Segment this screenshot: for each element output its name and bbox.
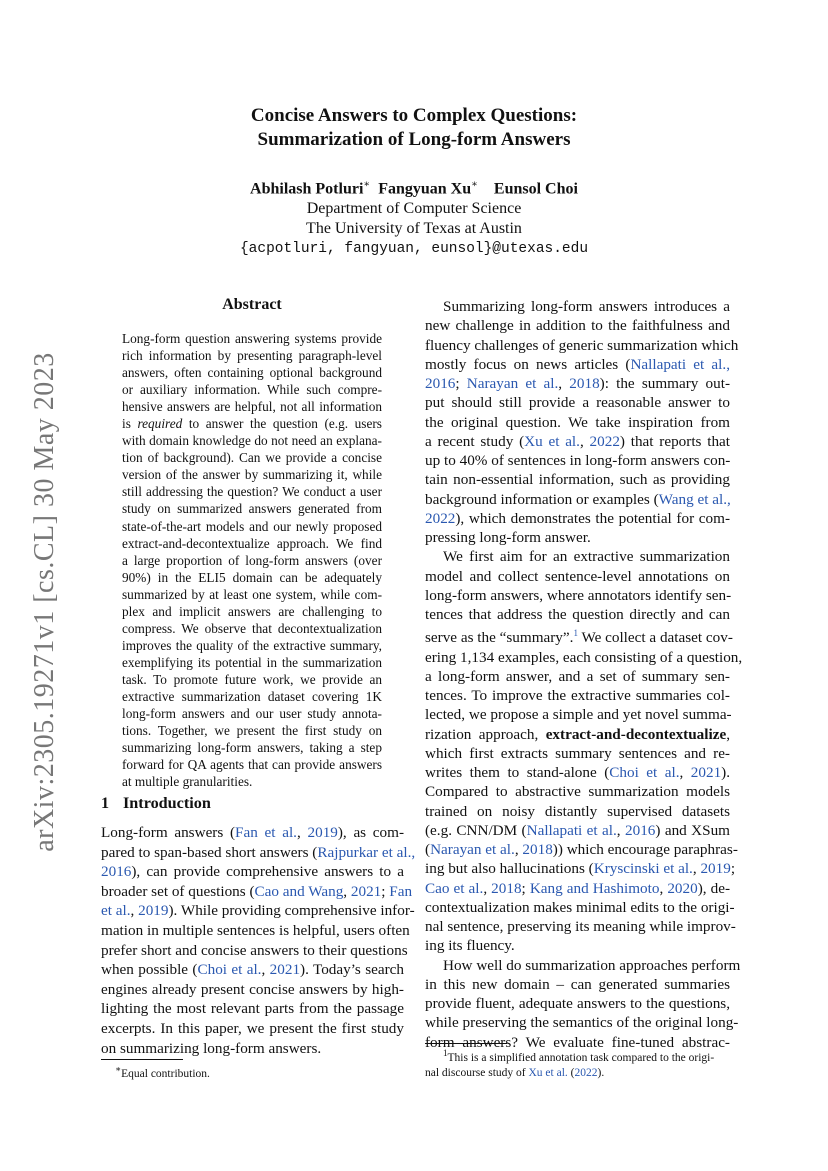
text-line: provide fluent, adequate answers to the questions, bbox=[425, 995, 730, 1013]
footnote-left bbox=[115, 1062, 210, 1082]
section-number: 1 bbox=[101, 794, 110, 812]
text-line: a long-form answer, and a set of summary sen- bbox=[425, 667, 730, 685]
abstract-line: extractive summarization dataset covering 1K bbox=[122, 688, 382, 704]
citation-link[interactable]: Wang et al., bbox=[658, 490, 731, 508]
text-line: long-form answers, where annotators identify sen- bbox=[425, 586, 732, 604]
text-line: pressing long-form answer. bbox=[425, 529, 591, 546]
text-line: lected, we propose a simple and yet novel summa- bbox=[425, 706, 732, 724]
text-line: excerpts. In this paper, we present the first study bbox=[101, 1019, 404, 1037]
citation-link[interactable]: Cao et al. bbox=[425, 879, 484, 897]
title-line: Concise Answers to Complex Questions: bbox=[250, 105, 578, 126]
author-names bbox=[150, 175, 678, 199]
author-name: Abhilash Potluri bbox=[250, 180, 364, 198]
abstract-line: summarizing long-form answers, taking a step bbox=[122, 740, 382, 756]
abstract-line: tions. Together, we present the first study on bbox=[122, 723, 382, 739]
text-line: mostly focus on news articles (Nallapati et al., bbox=[425, 355, 730, 373]
citation-link[interactable]: et al. bbox=[101, 902, 131, 920]
footnote-right: $^1$This is a simplified annotation task compared to the origi- nal discourse study of Xu et al. (2022). bbox=[425, 1048, 715, 1079]
text-line: ing its fluency. bbox=[425, 937, 515, 955]
footnote-mark: 1 bbox=[443, 1048, 448, 1058]
abstract-line: a large proportion of long-form answers (over bbox=[122, 552, 382, 568]
text-line: How well do summarization approaches perform bbox=[443, 956, 741, 974]
citation-link[interactable]: Fan bbox=[389, 882, 413, 900]
citation-link[interactable]: 2016 bbox=[425, 375, 456, 392]
text-line: while preserving the semantics of the original long- bbox=[425, 1014, 739, 1032]
citation-link[interactable]: 2019 bbox=[138, 902, 169, 920]
text-line: the original question. We take inspiration from bbox=[425, 413, 730, 431]
citation-link[interactable]: Cao and Wang bbox=[254, 882, 344, 900]
text-line: ering 1,134 examples, each consisting of a question, bbox=[425, 648, 743, 666]
section-heading bbox=[101, 794, 211, 813]
text-line: 2022), which demonstrates the potential for com- bbox=[425, 509, 730, 527]
citation-link[interactable]: Kryscinski et al. bbox=[593, 860, 693, 878]
text-line: 2016), can provide comprehensive answers to a bbox=[101, 863, 404, 881]
text-line: (e.g. CNN/DM (Nallapati et al., 2016) and XSum bbox=[425, 821, 730, 839]
citation-link[interactable]: 2016 bbox=[625, 821, 656, 839]
intro-right-column bbox=[425, 297, 743, 1052]
intro-left-column bbox=[101, 823, 416, 1058]
abstract-line: task. To promote future work, we provide an bbox=[122, 671, 382, 687]
text-line: et al., 2019). While providing comprehensive infor- bbox=[101, 902, 415, 920]
abstract-line: tion of background). Can we provide a concise bbox=[122, 450, 382, 466]
citation-link[interactable]: Narayan et al. bbox=[466, 375, 559, 392]
abstract-line: forward for QA agents that can provide answers bbox=[122, 757, 382, 773]
author-email: {acpotluri, fangyuan, eunsol}@utexas.edu bbox=[239, 241, 589, 258]
citation-link[interactable]: Fan et al. bbox=[235, 824, 297, 841]
footnote-text: This is a simplified annotation task compared to the origi- bbox=[447, 1051, 715, 1064]
citation-link[interactable]: 2018 bbox=[569, 375, 600, 392]
text-line: Compared to abstractive summarization models bbox=[425, 783, 730, 801]
abstract-line: Long-form question answering systems provide bbox=[122, 331, 382, 346]
footnote-marker[interactable]: 1 bbox=[573, 628, 578, 639]
abstract-line: answers, often containing optional background bbox=[122, 365, 382, 381]
text-line: rization approach, extract-and-decontextualize, bbox=[425, 725, 730, 743]
citation-link[interactable]: Nallapati et al. bbox=[526, 821, 617, 839]
citation-link[interactable]: 2021 bbox=[690, 764, 722, 782]
text-line: which first extracts summary sentences and re- bbox=[425, 744, 730, 762]
section-title: Introduction bbox=[123, 794, 211, 812]
citation-link[interactable]: 2016 bbox=[101, 863, 132, 881]
text-line: form answers? We evaluate fine-tuned abstrac- bbox=[425, 1033, 730, 1051]
text-line: mation in multiple sentences is helpful, users often bbox=[101, 921, 410, 939]
footnote-rule bbox=[425, 1043, 507, 1044]
abstract-line: rich information by presenting paragraph-level bbox=[122, 348, 382, 364]
abstract-line: at multiple granularities. bbox=[122, 774, 253, 790]
abstract-line: 90%) in the ELI5 domain can be adequately bbox=[122, 569, 382, 585]
text-line: trained on noisy distantly supervised datasets bbox=[425, 802, 730, 820]
author-name: Eunsol Choi bbox=[493, 180, 578, 198]
abstract-body bbox=[122, 330, 382, 790]
footnote-text: Equal contribution. bbox=[121, 1067, 210, 1080]
citation-link[interactable]: 2019 bbox=[700, 860, 731, 878]
citation-link[interactable]: Rajpurkar et al., bbox=[317, 843, 416, 861]
citation-link[interactable]: 2021 bbox=[269, 961, 301, 979]
citation-link[interactable]: Xu et al. bbox=[524, 432, 580, 450]
author-mark: ∗ bbox=[363, 179, 371, 190]
text-line: lighting the most relevant parts from the passage bbox=[101, 1000, 404, 1018]
text-line: pared to span-based short answers (Rajpurkar et al., bbox=[101, 843, 416, 861]
text-line: broader set of questions (Cao and Wang, 2021; Fan bbox=[101, 882, 413, 900]
text-line: model and collect sentence-level annotations on bbox=[425, 567, 730, 585]
text-line: new challenge in addition to the faithfulness and bbox=[425, 317, 730, 335]
abstract-line: state-of-the-art models and our newly proposed bbox=[122, 518, 382, 534]
citation-link[interactable]: Xu et al. bbox=[528, 1066, 568, 1079]
text-line: ing but also hallucinations (Kryscinski et al., 2019; bbox=[425, 860, 736, 878]
citation-link[interactable]: Narayan et al. bbox=[430, 841, 515, 859]
text-line: We first aim for an extractive summarization bbox=[443, 548, 730, 566]
text-line: (Narayan et al., 2018)) which encourage paraphras- bbox=[425, 841, 738, 859]
footnote-rule bbox=[101, 1059, 183, 1060]
citation-link[interactable]: 2018 bbox=[522, 841, 553, 859]
citation-link[interactable]: 2022 bbox=[425, 509, 456, 527]
text-line: Cao et al., 2018; Kang and Hashimoto, 2020), de- bbox=[425, 879, 730, 897]
text-line: tences. To improve the extractive summaries col- bbox=[425, 687, 730, 705]
text-line: nal sentence, preserving its meaning while improv- bbox=[425, 918, 736, 936]
text-line: engines already present concise answers by high- bbox=[101, 980, 404, 998]
text-line: fluency challenges of generic summarization which bbox=[425, 336, 739, 354]
text-line: 2016; Narayan et al., 2018): the summary out- bbox=[425, 375, 731, 392]
author-block bbox=[150, 175, 678, 259]
abstract-line: plex and implicit answers are challenging to bbox=[122, 603, 382, 619]
citation-link[interactable]: 2022 bbox=[574, 1066, 598, 1079]
citation-link[interactable]: Choi et al. bbox=[197, 961, 262, 979]
text-line: writes them to stand-alone (Choi et al., 2021). bbox=[425, 764, 731, 782]
text-line: when possible (Choi et al., 2021). Today’s search bbox=[101, 961, 404, 979]
abstract-line: summarized by at least one system, while com- bbox=[122, 586, 382, 602]
author-university: The University of Texas at Austin bbox=[306, 220, 522, 238]
abstract-line: is required to answer the question (e.g. users bbox=[122, 416, 382, 432]
abstract-line: hensive answers are helpful, not all information bbox=[122, 399, 382, 415]
text-line: a recent study (Xu et al., 2022) that reports that bbox=[425, 432, 731, 450]
text-line: serve as the “summary”.$^1$ We collect a dataset cov- bbox=[425, 628, 733, 647]
footnote-text: nal discourse study of bbox=[425, 1066, 529, 1079]
footnote-mark: ∗ bbox=[115, 1064, 122, 1074]
text-line: Summarizing long-form answers introduces a bbox=[443, 298, 730, 315]
abstract-line: compress. We observe that decontextualization bbox=[122, 620, 382, 636]
abstract-line: study on summarized answers generated from bbox=[122, 501, 382, 517]
abstract-line: improves the quality of the extractive summary, bbox=[122, 637, 382, 653]
abstract-line: still addressing the question? We conduct a user bbox=[122, 484, 382, 500]
abstract-line: exemplifying its potential in the summarization bbox=[122, 654, 382, 670]
citation-link[interactable]: 2021 bbox=[350, 882, 382, 900]
citation-link[interactable]: 2020 bbox=[667, 879, 698, 897]
abstract-line: version of the answer by summarizing it, while bbox=[122, 467, 382, 483]
citation-link[interactable]: 2018 bbox=[491, 879, 522, 897]
citation-link[interactable]: 2022 bbox=[589, 432, 620, 450]
text-line: Long-form answers (Fan et al., 2019), as com- bbox=[101, 824, 405, 841]
text-line: up to 40% of sentences in long-form answers con- bbox=[425, 452, 731, 469]
abstract-line: with domain knowledge do not need an explana- bbox=[122, 433, 382, 449]
text-line: on summarizing long-form answers. bbox=[101, 1039, 322, 1057]
citation-link[interactable]: 2019 bbox=[307, 824, 338, 841]
arxiv-stamp bbox=[22, 352, 68, 852]
abstract-line: extract-and-decontextualize approach. We find bbox=[122, 535, 382, 551]
text-line: tain non-essential information, such as providing bbox=[425, 471, 730, 489]
title-line: Summarization of Long-form Answers bbox=[257, 129, 571, 150]
abstract-heading: Abstract bbox=[222, 296, 282, 313]
paper-title bbox=[150, 104, 678, 152]
text-line: put should still provide a reasonable answer to bbox=[425, 394, 730, 412]
text-line: prefer short and concise answers to their questions bbox=[101, 941, 408, 959]
citation-link[interactable]: Choi et al. bbox=[609, 764, 680, 782]
text-line: background information or examples (Wang et al., bbox=[425, 490, 731, 508]
text-line: tences that address the question directly and can bbox=[425, 606, 730, 623]
text-line: in this new domain – can generated summaries bbox=[425, 975, 730, 993]
author-mark: ∗ bbox=[471, 179, 478, 190]
author-name: Fangyuan Xu bbox=[378, 180, 472, 198]
abstract-line: or auxiliary information. While such compre- bbox=[122, 382, 382, 398]
arxiv-id: arXiv:2305.19271v1 [cs.CL] 30 May 2023 bbox=[29, 352, 61, 852]
author-department: Department of Computer Science bbox=[306, 200, 522, 218]
text-line: contextualization makes minimal edits to the origi- bbox=[425, 898, 735, 916]
citation-link[interactable]: Kang and Hashimoto bbox=[529, 879, 660, 897]
abstract-line: long-form answers and our user study annota- bbox=[122, 706, 382, 722]
citation-link[interactable]: Nallapati et al., bbox=[630, 355, 730, 373]
